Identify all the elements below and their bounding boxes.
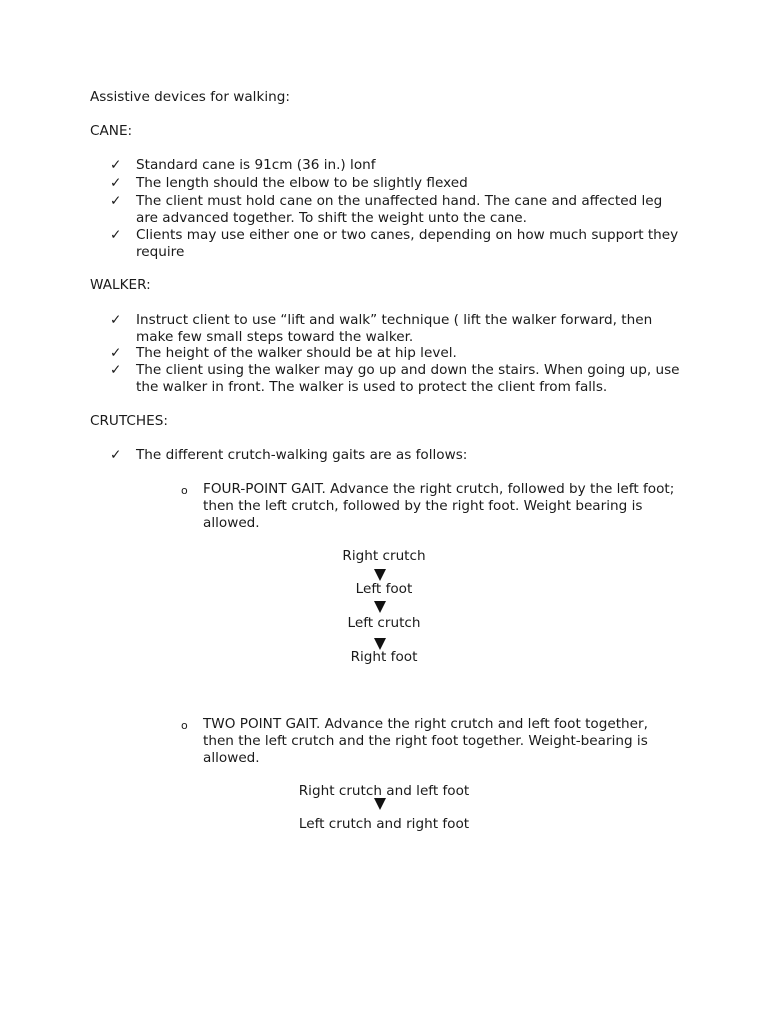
circle-bullet-icon: o [181, 719, 188, 732]
down-arrow-icon [374, 798, 386, 810]
cane-item-3: The client must hold cane on the unaffected hand. The cane and affected leg are advanced together. To shift the weight unto the cane. [136, 193, 663, 226]
check-icon: ✓ [110, 362, 122, 378]
sequence-step: Left foot [355, 581, 413, 597]
walker-item-1: Instruct client to use “lift and walk” technique ( lift the walker forward, then make few small steps toward the walker. [136, 312, 653, 345]
circle-bullet-icon: o [181, 484, 188, 497]
section-heading-cane: CANE: [90, 123, 133, 139]
walker-item-2: The height of the walker should be at hip level. [136, 345, 457, 361]
check-icon: ✓ [110, 157, 122, 173]
sequence-step: Right crutch and left foot [298, 783, 470, 799]
check-icon: ✓ [110, 312, 122, 328]
section-heading-walker: WALKER: [90, 277, 151, 293]
two-point-gait-description: TWO POINT GAIT. Advance the right crutch and left foot together, then the left crutch and the right foot together. Weight-bearing is allowed. [203, 716, 648, 766]
down-arrow-icon [374, 601, 386, 613]
check-icon: ✓ [110, 193, 122, 209]
sequence-step: Left crutch [347, 615, 421, 631]
cane-item-4: Clients may use either one or two canes, depending on how much support they require [136, 227, 679, 260]
sequence-step: Left crutch and right foot [298, 816, 470, 832]
check-icon: ✓ [110, 345, 122, 361]
crutches-item-1: The different crutch-walking gaits are as follows: [136, 447, 468, 463]
sequence-step: Right crutch [342, 548, 426, 564]
down-arrow-icon [374, 569, 386, 581]
cane-item-1: Standard cane is 91cm (36 in.) lonf [136, 157, 376, 173]
check-icon: ✓ [110, 227, 122, 243]
check-icon: ✓ [110, 447, 122, 463]
cane-item-2: The length should the elbow to be slightly flexed [136, 175, 468, 191]
four-point-gait-description: FOUR-POINT GAIT. Advance the right crutch, followed by the left foot; then the left crutch, followed by the right foot. Weight bearing is allowed. [203, 481, 675, 531]
document-title: Assistive devices for walking: [90, 89, 290, 105]
section-heading-crutches: CRUTCHES: [90, 413, 168, 429]
check-icon: ✓ [110, 175, 122, 191]
sequence-step: Right foot [350, 649, 418, 665]
walker-item-3: The client using the walker may go up and down the stairs. When going up, use the walker in front. The walker is used to protect the client from falls. [136, 362, 680, 395]
